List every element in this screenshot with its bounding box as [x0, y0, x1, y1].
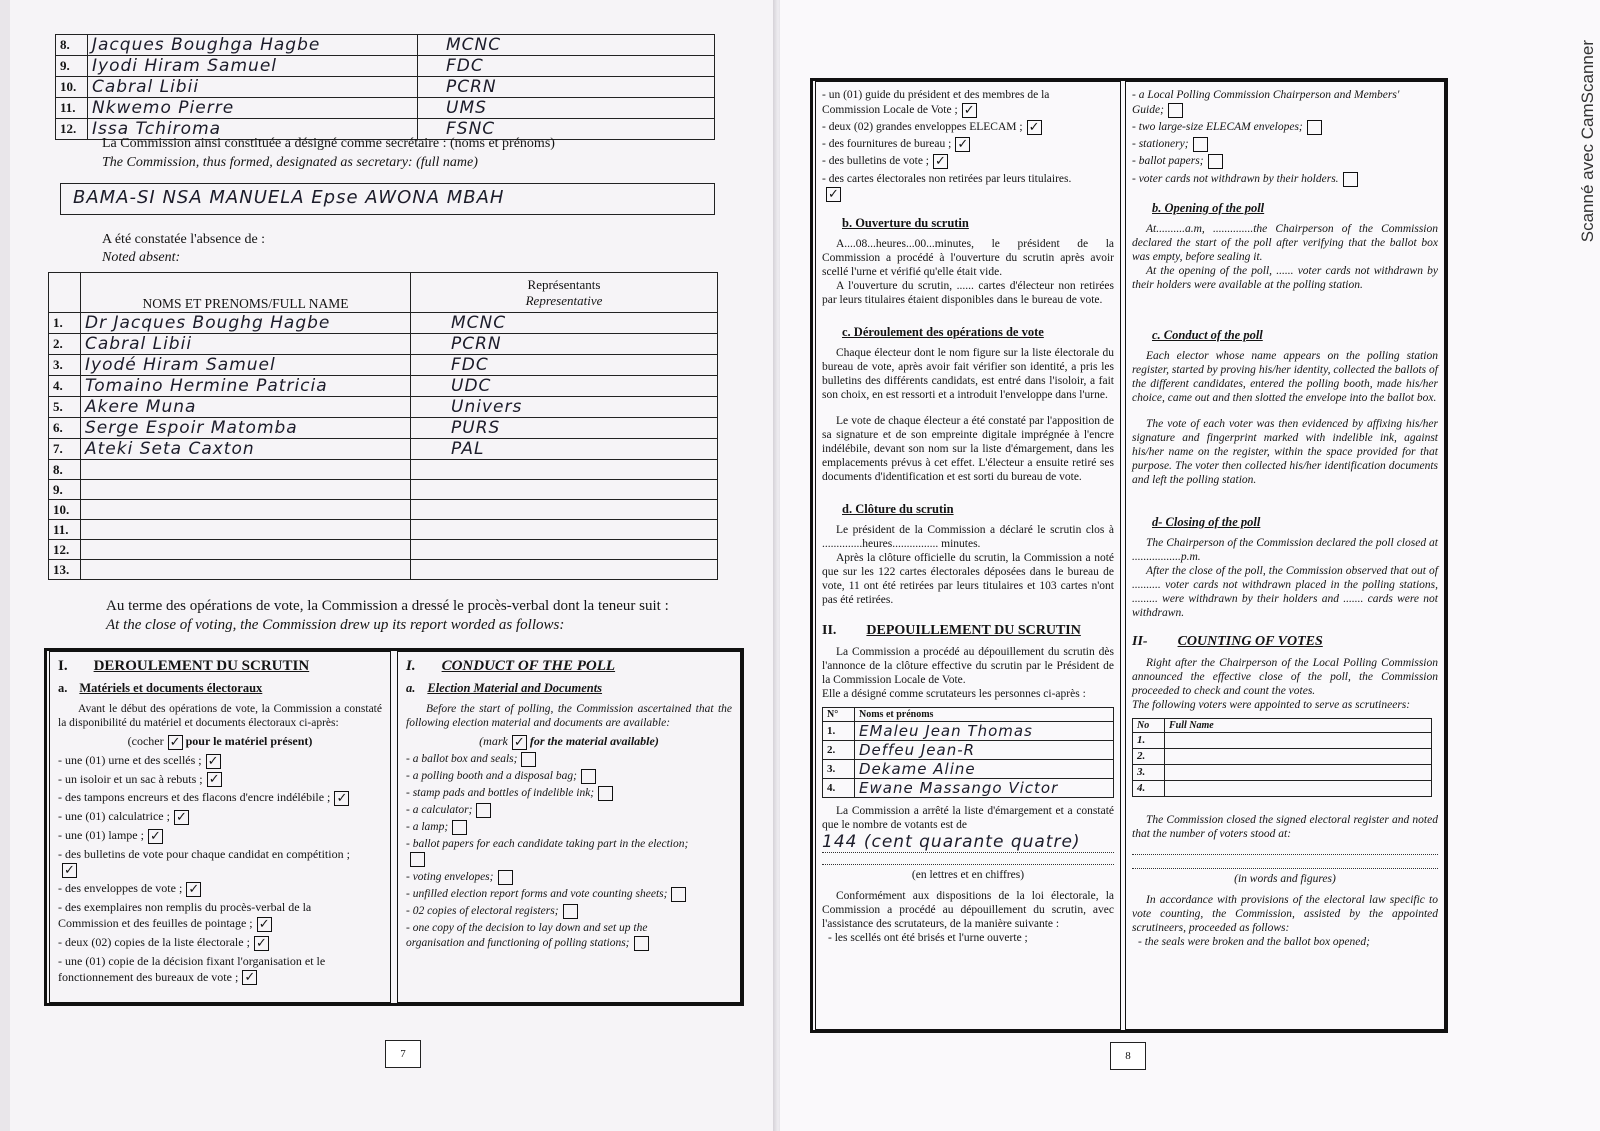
checkbox-icon: ✓ [257, 917, 272, 932]
list-item-text: - voting envelopes; [406, 870, 494, 883]
list-item-text: - deux (02) grandes enveloppes ELECAM ; [822, 121, 1023, 134]
en-opening-text2: At the opening of the poll, ...... voter cards not withdrawn by their holders were available at the polling station. [1132, 264, 1438, 291]
fr-conduct-title: c. Déroulement des opérations de vote [842, 324, 1044, 339]
list-item-text: - a Local Polling Commission Chairperson and Members' Guide; [1132, 89, 1400, 117]
list-item [1132, 154, 1438, 169]
voters-count: 144 (cent quarante quatre) [822, 832, 1114, 853]
list-item-text: - deux (02) copies de la liste électorale ; [58, 934, 250, 949]
fr-instruction-b: pour le matériel présent) [185, 734, 313, 748]
member-number: 11. [56, 98, 88, 119]
fr-sub-number: a. [58, 681, 68, 695]
absent-party: Univers [411, 397, 718, 418]
left-page [10, 0, 775, 1131]
secretary-label-en: The Commission, thus formed, designated as secretary: (full name) [102, 155, 478, 170]
absent-name [81, 560, 411, 580]
table-row [823, 740, 1114, 759]
list-item-text: - une (01) lampe ; [58, 827, 144, 842]
list-item-text: - a polling booth and a disposal bag; [406, 770, 577, 783]
fr-sub-heading: Matériels et documents électoraux [79, 681, 263, 695]
absent-number: 3. [49, 355, 81, 376]
table-row [1133, 764, 1432, 780]
absent-number: 7. [49, 439, 81, 460]
scrut-en-header-no: No [1133, 718, 1165, 732]
checkbox-icon: ✓ [1027, 120, 1042, 135]
page-number-right: 8 [1110, 1042, 1146, 1070]
list-item-text: - ballot papers for each candidate taking part in the election; [406, 838, 689, 851]
list-item-text: - a ballot box and seals; [406, 752, 518, 765]
scrutineer-number: 4. [823, 778, 855, 797]
en-conduct-title: c. Conduct of the poll [1152, 327, 1263, 342]
absent-party: MCNC [411, 313, 718, 334]
absent-header-blank [49, 273, 81, 313]
en-counting-text: Right after the Chairperson of the Local Polling Commission announced the effective close of the poll, the Commission proceeded to check and count the votes. [1132, 656, 1438, 697]
checkbox-icon: ✓ [62, 863, 77, 878]
list-item-text: - voter cards not withdrawn by their holders. [1132, 172, 1339, 185]
absent-party [411, 480, 718, 500]
list-item [406, 870, 732, 885]
fr-instruction-a: (cocher [127, 734, 164, 748]
table-row [49, 397, 718, 418]
member-party: FDC [418, 56, 715, 77]
absent-header-rep [411, 273, 718, 313]
table-row [1133, 748, 1432, 764]
absent-name: Cabral Libii [81, 334, 411, 355]
fr-closing-title: d. Clôture du scrutin [842, 501, 954, 516]
table-row [49, 376, 718, 397]
absent-number: 2. [49, 334, 81, 355]
list-item [822, 88, 1114, 118]
en-section-heading: CONDUCT OF THE POLL [441, 658, 616, 674]
fr-counting-number: II. [822, 622, 837, 638]
member-name: Cabral Libii [88, 77, 418, 98]
absent-party: PAL [411, 439, 718, 460]
scrut-en-header-name: Full Name [1165, 718, 1432, 732]
list-item-text: - des tampons encreurs et des flacons d'encre indélébile ; [58, 790, 331, 805]
report-column-fr [815, 81, 1121, 1030]
absent-party: PCRN [411, 334, 718, 355]
checkbox-icon [498, 870, 513, 885]
list-item-text: - une (01) copie de la décision fixant l'organisation et le fonctionnement des bureaux de vote ; [58, 953, 326, 984]
checkbox-icon: ✓ [148, 829, 163, 844]
fr-intro: Avant le début des opérations de vote, la Commission a constaté la disponibilité du matériel et documents électoraux ci-après: [58, 703, 382, 729]
checkbox-icon [1168, 103, 1183, 118]
member-party: PCRN [418, 77, 715, 98]
fr-counting-text: La Commission a procédé au dépouillement du scrutin dès l'annonce de la clôture effective du scrutin par le Président de la Commission Locale de Vote. [822, 645, 1114, 686]
en-instruction-a: (mark [479, 734, 508, 748]
scrutineer-en-number: 2. [1133, 748, 1165, 764]
en-instruction [406, 734, 732, 750]
absent-number: 11. [49, 520, 81, 540]
checkbox-icon [671, 887, 686, 902]
secretary-label-fr: La Commission ainsi constituée a désigné comme secrétaire : (noms et prénoms) [102, 136, 555, 151]
en-closing-title: d- Closing of the poll [1152, 514, 1261, 529]
list-item [406, 837, 732, 867]
absent-number: 1. [49, 313, 81, 334]
en-counting-number: II- [1132, 633, 1148, 649]
en-opening-title: b. Opening of the poll [1152, 200, 1265, 215]
absent-name [81, 520, 411, 540]
members-table [55, 34, 715, 140]
absent-number: 6. [49, 418, 81, 439]
checkbox-icon [634, 936, 649, 951]
en-intro: Before the start of polling, the Commission ascertained that the following election material and documents are available: [406, 703, 732, 729]
close-statement-fr: Au terme des opérations de vote, la Commission a dressé le procès-verbal dont la teneur suit : [106, 598, 669, 614]
table-row [1133, 732, 1432, 748]
list-item [406, 887, 732, 902]
table-row [823, 759, 1114, 778]
absent-name: Dr Jacques Boughg Hagbe [81, 313, 411, 334]
member-number: 8. [56, 35, 88, 56]
table-row [49, 313, 718, 334]
absent-name: Iyodé Hiram Samuel [81, 355, 411, 376]
absent-name: Serge Espoir Matomba [81, 418, 411, 439]
list-item [58, 899, 382, 932]
fr-final-item: - les scellés ont été brisés et l'urne ouverte ; [828, 931, 1028, 944]
scrutineers-table [822, 707, 1114, 798]
checkbox-icon [598, 786, 613, 801]
scrut-header-no: N° [823, 707, 855, 721]
table-row [49, 520, 718, 540]
list-item [822, 154, 1114, 169]
list-item-text: - two large-size ELECAM envelopes; [1132, 121, 1303, 134]
list-item [58, 953, 382, 986]
en-material-list [406, 752, 732, 951]
member-party: UMS [418, 98, 715, 119]
scrutineer-en-number: 4. [1133, 780, 1165, 796]
table-row [56, 35, 715, 56]
en-words-note: (in words and figures) [1234, 872, 1336, 885]
scrutineer-number: 2. [823, 740, 855, 759]
checkbox-icon: ✓ [826, 187, 841, 202]
absent-party [411, 520, 718, 540]
en-counting-text2: The following voters were appointed to serve as scrutineers: [1132, 698, 1411, 711]
fr-closing-text2: Après la clôture officielle du scrutin, la Commission a noté que sur les 122 cartes électorales déposées dans le bureau de vote, 11 ont été retirées par leurs titulaires et 103 cartes n'ont pas été retirées. [822, 551, 1114, 606]
checkbox-icon [581, 769, 596, 784]
scrutineers-table-en [1132, 718, 1432, 797]
member-name: Nkwemo Pierre [88, 98, 418, 119]
en-opening-text: At..........a.m, ..............the Chairperson of the Commission declared the start of the poll after verifying that the ballot box was empty, before sealing it. [1132, 222, 1438, 263]
checkbox-icon: ✓ [207, 772, 222, 787]
fr-section-heading: DEROULEMENT DU SCRUTIN [93, 658, 310, 674]
checkbox-icon: ✓ [186, 882, 201, 897]
absent-number: 9. [49, 480, 81, 500]
list-item [1132, 120, 1438, 135]
list-item [58, 808, 382, 825]
fr-counting-title: DEPOUILLEMENT DU SCRUTIN [866, 622, 1081, 638]
absent-number: 5. [49, 397, 81, 418]
checkbox-icon [1307, 120, 1322, 135]
list-item [58, 752, 382, 769]
list-item-text: - 02 copies of electoral registers; [406, 905, 559, 918]
scrutineer-en-name [1165, 732, 1432, 748]
absent-party [411, 540, 718, 560]
member-number: 9. [56, 56, 88, 77]
en-voters-text: The Commission closed the signed electoral register and noted that the number of voters stood at: [1132, 813, 1438, 840]
list-item-text: - unfilled election report forms and vote counting sheets; [406, 887, 668, 900]
list-item-text: - une (01) calculatrice ; [58, 809, 170, 823]
absent-number: 13. [49, 560, 81, 580]
list-item-text: - des fournitures de bureau ; [822, 138, 952, 151]
checkbox-icon: ✓ [206, 754, 221, 769]
absent-name: Akere Muna [81, 397, 411, 418]
member-name: Jacques Boughga Hagbe [88, 35, 418, 56]
checkbox-icon: ✓ [955, 137, 970, 152]
fr-voters-text: La Commission a arrêté la liste d'émargement et a constaté que le nombre de votants est de [822, 804, 1114, 831]
check-icon: ✓ [168, 735, 183, 750]
scanner-watermark: Scanné avec CamScanner [1578, 40, 1597, 243]
scrutineer-en-name [1165, 780, 1432, 796]
list-item [406, 904, 732, 919]
fr-opening-text2: A l'ouverture du scrutin, ...... cartes d'électeur non retirées par leurs titulaires étaient disponibles dans le bureau de vote. [822, 279, 1114, 306]
checkbox-icon: ✓ [334, 791, 349, 806]
fr-words-note: (en lettres et en chiffres) [911, 868, 1025, 881]
checkbox-icon [1343, 172, 1358, 187]
report-column-en [1125, 81, 1445, 1030]
checkbox-icon: ✓ [962, 103, 977, 118]
scrutineer-name: EMaleu Jean Thomas [855, 721, 1114, 740]
list-item-text: - des bulletins de vote ; [822, 155, 929, 168]
list-item-text: - un (01) guide du président et des membres de la Commission Locale de Vote ; [822, 89, 1050, 117]
en-conduct-text2: The vote of each voter was then evidenced by affixing his/her signature and fingerprint marked with indelible ink, against his/her name on the register, within the space provided for that purpose. The voter then collected his/her identification documents and left the polling station. [1132, 417, 1438, 486]
list-item [58, 846, 382, 879]
table-row [823, 778, 1114, 797]
en-instruction-b: for the material available) [529, 734, 659, 748]
absent-number: 10. [49, 500, 81, 520]
fr-conduct-text: Chaque électeur dont le nom figure sur la liste électorale du bureau de vote, après avoir fait vérifier son identité, a pris les bulletins des différents candidats, est entré dans l'isoloir, a fait son choix, en est ressorti et a introduit l'enveloppe dans l'urne. [822, 346, 1114, 401]
table-row [49, 500, 718, 520]
absent-party: PURS [411, 418, 718, 439]
checkbox-icon: ✓ [933, 154, 948, 169]
member-number: 10. [56, 77, 88, 98]
table-row [49, 355, 718, 376]
table-row [49, 560, 718, 580]
absent-name: Ateki Seta Caxton [81, 439, 411, 460]
checkbox-icon: ✓ [242, 970, 257, 985]
member-name: Issa Tchiroma [88, 119, 418, 140]
scrutineer-name: Dekame Aline [855, 759, 1114, 778]
en-sub-heading: Election Material and Documents [427, 681, 603, 695]
list-item [406, 803, 732, 818]
checkbox-icon [1193, 137, 1208, 152]
member-party: FSNC [418, 119, 715, 140]
table-row [823, 721, 1114, 740]
absent-name [81, 500, 411, 520]
scrutineer-en-number: 1. [1133, 732, 1165, 748]
list-item-text: - des cartes électorales non retirées par leurs titulaires. [822, 172, 1072, 185]
list-item [58, 934, 382, 951]
fr-conduct-text2: Le vote de chaque électeur a été constaté par l'apposition de sa signature et de son empreinte digitale imprégnée à l'encre indélébile, devant son nom sur la liste d'émargement, dans les emplacements prévus à cet effet. L'électeur a ensuite retiré ses documents d'identification et est sorti du bureau de vote. [822, 414, 1114, 483]
list-item-text: - a lamp; [406, 821, 449, 834]
list-item-text: - des enveloppes de vote ; [58, 881, 183, 896]
list-item [1132, 88, 1438, 118]
en-conduct-text: Each elector whose name appears on the polling station register, started by proving his/her identity, collected the ballots of the different candidates, entered the polling booth, made his/her choice, came out and then slotted the envelope into the ballot box. [1132, 349, 1438, 404]
absent-party [411, 560, 718, 580]
table-row [56, 98, 715, 119]
list-item [58, 827, 382, 844]
list-item-text: - des exemplaires non remplis du procès-verbal de la Commission et des feuilles de pointage ; [58, 900, 312, 930]
conduct-column-fr [49, 651, 391, 1003]
list-item [1132, 172, 1438, 187]
secretary-name-box [60, 183, 715, 215]
check-icon: ✓ [512, 735, 527, 750]
list-item [822, 172, 1114, 202]
checkbox-icon: ✓ [174, 810, 189, 825]
absent-label-en: Noted absent: [102, 250, 181, 265]
table-row [49, 480, 718, 500]
en-final-item: - the seals were broken and the ballot box opened; [1138, 935, 1370, 948]
en-section-number: I. [406, 658, 416, 674]
list-item [406, 820, 732, 835]
list-item [58, 789, 382, 806]
absent-number: 8. [49, 460, 81, 480]
table-row [56, 56, 715, 77]
absent-party: UDC [411, 376, 718, 397]
table-row [49, 439, 718, 460]
checkbox-icon [452, 820, 467, 835]
checkbox-icon [410, 852, 425, 867]
scrutineer-en-name [1165, 764, 1432, 780]
list-item [406, 769, 732, 784]
checkbox-icon [476, 803, 491, 818]
en-top-items [1132, 88, 1438, 187]
fr-opening-title: b. Ouverture du scrutin [842, 215, 969, 230]
close-statement-en: At the close of voting, the Commission drew up its report worded as follows: [106, 617, 565, 633]
absent-name [81, 480, 411, 500]
page-number-left: 7 [385, 1040, 421, 1068]
conduct-box [44, 648, 744, 1006]
checkbox-icon [521, 752, 536, 767]
en-voters-line [1132, 841, 1438, 855]
absent-name: Tomaino Hermine Patricia [81, 376, 411, 397]
list-item [406, 786, 732, 801]
checkbox-icon: ✓ [254, 936, 269, 951]
voters-line [822, 853, 1114, 865]
list-item [406, 752, 732, 767]
list-item-text: - des bulletins de vote pour chaque candidat en compétition ; [58, 846, 350, 861]
scrut-header-name: Noms et prénoms [855, 707, 1114, 721]
en-sub-number: a. [406, 681, 416, 695]
absent-name [81, 540, 411, 560]
list-item [822, 120, 1114, 135]
scrutineer-number: 1. [823, 721, 855, 740]
absent-header-rep-en: Representative [525, 292, 603, 308]
en-final-text: In accordance with provisions of the electoral law specific to vote counting, the Commission, assisted by the appointed scrutineers, proceeded as follows: [1132, 893, 1438, 934]
list-item [406, 921, 732, 951]
table-row [49, 418, 718, 439]
absent-name [81, 460, 411, 480]
list-item [822, 137, 1114, 152]
list-item [58, 771, 382, 788]
absent-party [411, 460, 718, 480]
list-item-text: - une (01) urne et des scellés ; [58, 752, 202, 767]
absent-number: 12. [49, 540, 81, 560]
fr-counting-text2: Elle a désigné comme scrutateurs les personnes ci-après : [822, 687, 1086, 700]
scrutineer-name: Deffeu Jean-R [855, 740, 1114, 759]
absent-table [48, 272, 718, 580]
fr-final-text: Conformément aux dispositions de la loi électorale, la Commission a procédé au dépouillement du scrutin, avec l'assistance des scrutateurs, de la manière suivante : [822, 889, 1114, 930]
table-row [49, 334, 718, 355]
fr-material-list [58, 752, 382, 986]
absent-label-fr: A été constatée l'absence de : [102, 232, 266, 247]
table-row [49, 460, 718, 480]
list-item-text: - ballot papers; [1132, 155, 1204, 168]
checkbox-icon [1208, 154, 1223, 169]
member-name: Iyodi Hiram Samuel [88, 56, 418, 77]
en-closing-text2: After the close of the poll, the Commission observed that out of .......... voter cards not withdrawn placed in the polling stations, ......... were withdrawn by their holders and ....... cards were not withdrawn. [1132, 564, 1438, 619]
fr-top-items [822, 88, 1114, 202]
en-voters-line2 [1132, 855, 1438, 869]
member-party: MCNC [418, 35, 715, 56]
table-row [49, 540, 718, 560]
list-item-text: - stationery; [1132, 138, 1189, 151]
right-page [780, 0, 1600, 1131]
fr-section-number: I. [58, 658, 68, 674]
absent-party [411, 500, 718, 520]
list-item [1132, 137, 1438, 152]
list-item-text: - un isoloir et un sac à rebuts ; [58, 771, 203, 786]
secretary-name: BAMA-SI NSA MANUELA Epse AWONA MBAH [73, 187, 505, 208]
fr-opening-text: A....08...heures...00...minutes, le président de la Commission a procédé à l'ouverture du scrutin après avoir scellé l'urne et vérifié qu'elle était vide. [822, 237, 1114, 278]
checkbox-icon [563, 904, 578, 919]
absent-header-name: NOMS ET PRENOMS/FULL NAME [81, 273, 411, 313]
list-item [58, 880, 382, 897]
scrutineer-name: Ewane Massango Victor [855, 778, 1114, 797]
scrutineer-en-number: 3. [1133, 764, 1165, 780]
table-row [56, 77, 715, 98]
absent-number: 4. [49, 376, 81, 397]
table-row [1133, 780, 1432, 796]
list-item-text: - a calculator; [406, 804, 473, 817]
list-item-text: - one copy of the decision to lay down and set up the organisation and functioning of polling stations; [406, 922, 648, 950]
conduct-column-en [397, 651, 741, 1003]
en-counting-title: COUNTING OF VOTES [1177, 633, 1323, 649]
absent-header-rep-fr: Représentants [527, 276, 601, 292]
fr-closing-text: Le président de la Commission a déclaré le scrutin clos à ..............heures................ minutes. [822, 523, 1114, 550]
fr-instruction [58, 734, 382, 750]
scrutineer-en-name [1165, 748, 1432, 764]
member-number: 12. [56, 119, 88, 140]
scrutineer-number: 3. [823, 759, 855, 778]
report-box [810, 78, 1448, 1033]
list-item-text: - stamp pads and bottles of indelible ink; [406, 787, 595, 800]
absent-party: FDC [411, 355, 718, 376]
en-closing-text: The Chairperson of the Commission declared the poll closed at .................p.m. [1132, 536, 1438, 563]
